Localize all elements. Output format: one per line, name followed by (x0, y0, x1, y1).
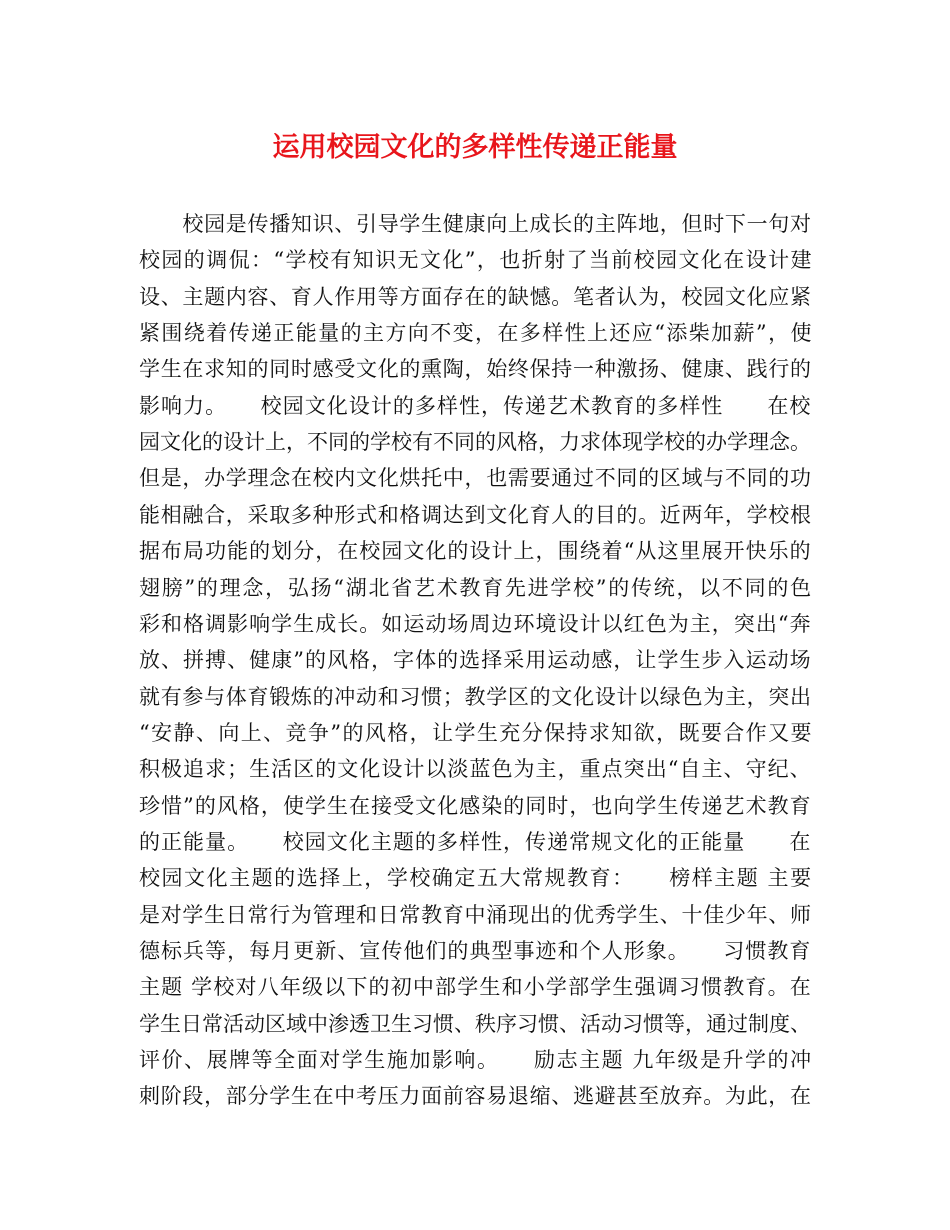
text-line: 校园是传播知识、引导学生健康向上成长的主阵地，但时下一句对 (139, 212, 812, 236)
text-line: 德标兵等，每月更新、宣传他们的典型事迹和个人形象。 习惯教育 (139, 939, 812, 963)
text-line: 但是，办学理念在校内文化烘托中，也需要通过不同的区域与不同的功 (139, 466, 812, 491)
text-line: “安静、向上、竞争”的风格，让学生充分保持求知欲，既要合作又要 (139, 720, 813, 745)
text-line: 学生日常活动区域中渗透卫生习惯、秩序习惯、活动习惯等，通过制度、 (139, 1011, 811, 1036)
text-line: 放、拼搏、健康”的风格，字体的选择采用运动感，让学生步入运动场 (139, 648, 812, 673)
text-line: 设、主题内容、育人作用等方面存在的缺憾。笔者认为，校园文化应紧 (139, 284, 812, 309)
text-line: 据布局功能的划分，在校园文化的设计上，围绕着“从这里展开快乐的 (139, 539, 812, 564)
text-line: 的正能量。 校园文化主题的多样性，传递常规文化的正能量 在 (139, 829, 812, 854)
text-line: 校园文化主题的选择上，学校确定五大常规教育： 榜样主题 主要 (139, 866, 813, 891)
text-line: 能相融合，采取多种形式和格调达到文化育人的目的。近两年，学校根 (139, 502, 812, 527)
text-line: 彩和格调影响学生成长。如运动场周边环境设计以红色为主，突出“奔 (139, 611, 812, 636)
text-line: 刺阶段，部分学生在中考压力面前容易退缩、逃避甚至放弃。为此，在 (139, 1084, 812, 1109)
text-line: 是对学生日常行为管理和日常教育中涌现出的优秀学生、十佳少年、师 (139, 902, 812, 927)
text-line: 校园的调侃：“学校有知识无文化”，也折射了当前校园文化在设计建 (139, 248, 813, 273)
text-line: 就有参与体育锻炼的冲动和习惯；教学区的文化设计以绿色为主，突出 (139, 684, 812, 709)
text-line: 翅膀”的理念，弘扬“湖北省艺术教育先进学校”的传统，以不同的色 (139, 575, 813, 600)
text-line: 评价、展牌等全面对学生施加影响。 励志主题 九年级是升学的冲 (139, 1048, 813, 1073)
page-title: 运用校园文化的多样性传递正能量 (272, 132, 678, 163)
text-line: 紧围绕着传递正能量的主方向不变，在多样性上还应“添柴加薪”，使 (139, 321, 813, 346)
text-line: 学生在求知的同时感受文化的熏陶，始终保持一种激扬、健康、践行的 (139, 357, 812, 382)
text-line: 影响力。 校园文化设计的多样性，传递艺术教育的多样性 在校 (139, 393, 812, 418)
text-line: 珍惜”的风格，使学生在接受文化感染的同时，也向学生传递艺术教育 (139, 793, 812, 818)
text-line: 积极追求；生活区的文化设计以淡蓝色为主，重点突出“自主、守纪、 (139, 757, 812, 782)
text-line: 园文化的设计上，不同的学校有不同的风格，力求体现学校的办学理念。 (139, 430, 811, 455)
text-line: 主题 学校对八年级以下的初中部学生和小学部学生强调习惯教育。在 (139, 975, 812, 1000)
